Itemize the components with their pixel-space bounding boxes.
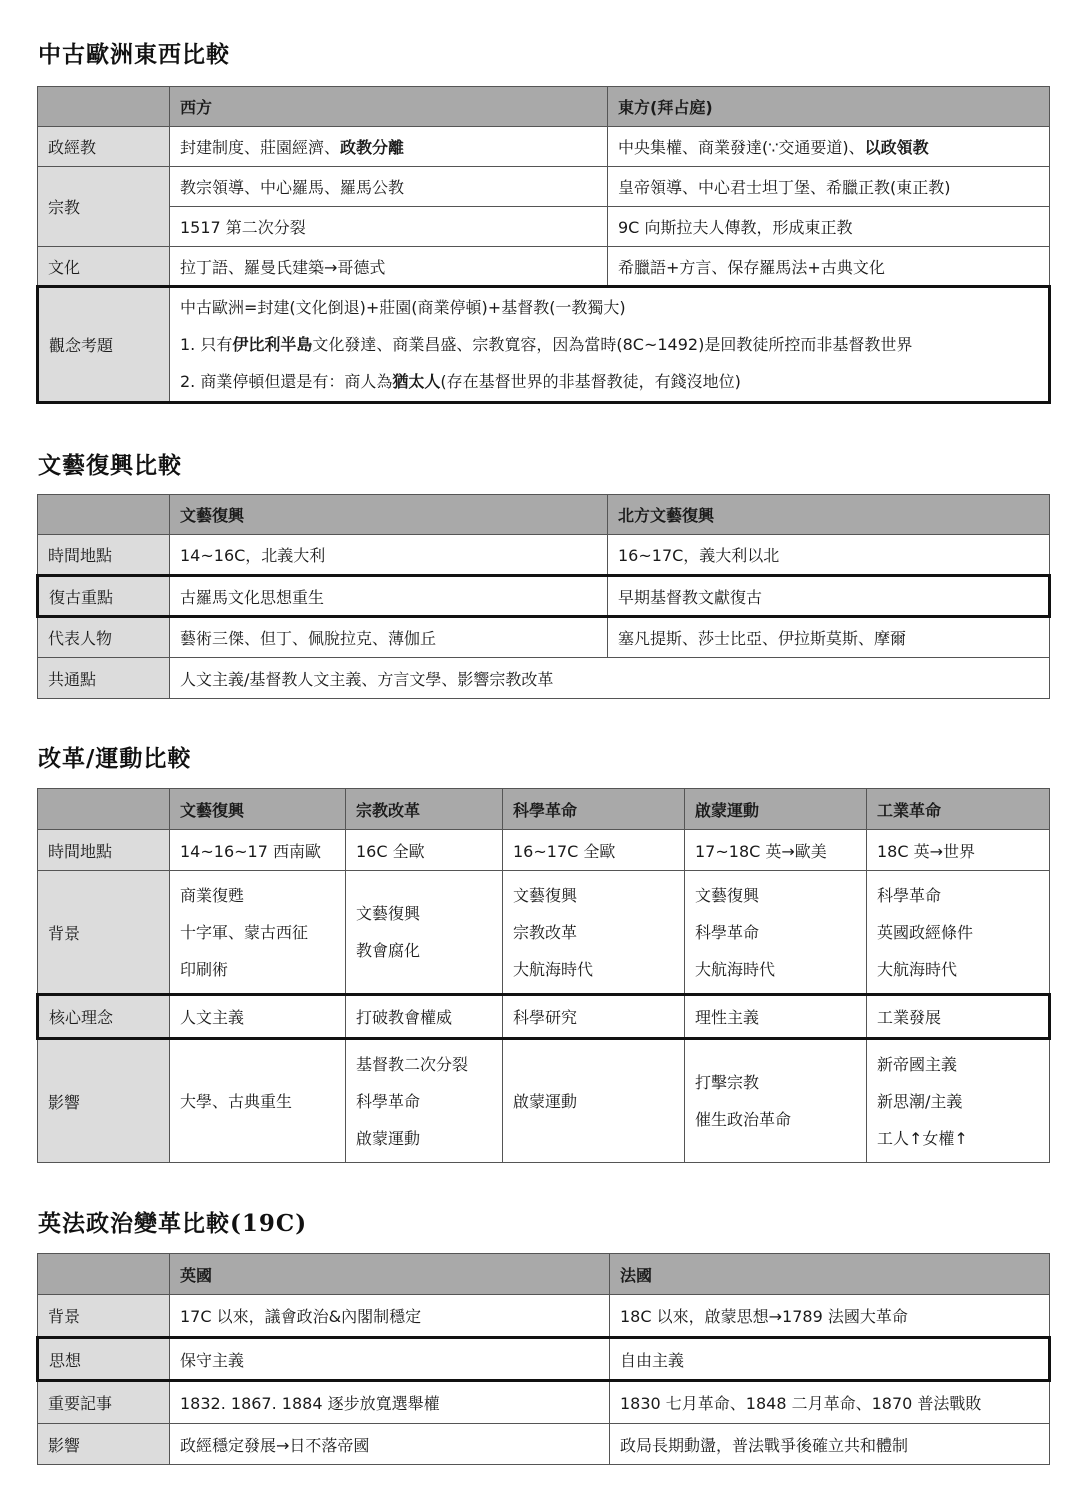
section-title-medieval: 中古歐洲東西比較 — [38, 41, 230, 68]
cell-line: 大學、古典重生 — [180, 1091, 293, 1111]
cell: 藝術三傑、但丁、佩脫拉克、薄伽丘 — [170, 617, 608, 658]
renaissance-comparison-table — [36, 494, 1051, 699]
cell-text: 2. 商業停頓但還是有：商人為 — [180, 372, 393, 391]
cell — [346, 871, 503, 995]
cell-line: 工人↑女權↑ — [877, 1128, 968, 1148]
table-header-row — [38, 495, 1050, 535]
table-row — [38, 1424, 1050, 1465]
header-col: 文藝復興 — [170, 789, 346, 830]
cell-west-religion-2: 1517 第二次分裂 — [170, 207, 608, 247]
section-title-movements: 改革/運動比較 — [38, 745, 192, 772]
row-label-impact: 影響 — [38, 1039, 170, 1163]
cell-line: 教會腐化 — [356, 941, 421, 960]
cell-line: 科學革命 — [877, 885, 942, 905]
cell-concepts — [170, 287, 1050, 403]
cell-line: 啟蒙運動 — [513, 1091, 578, 1111]
cell-text: 1. 只有 — [180, 335, 233, 354]
cell-east-politics — [608, 127, 1050, 167]
cell-bold-text: 伊比利半島 — [232, 335, 313, 354]
cell-west-religion-1: 教宗領導、中心羅馬、羅馬公教 — [170, 167, 608, 207]
table-header-row — [38, 789, 1050, 830]
header-empty — [38, 1254, 170, 1295]
cell: 18C 英→世界 — [867, 830, 1050, 871]
cell-line: 印刷術 — [180, 959, 229, 979]
cell-bold-text: 政教分離 — [340, 138, 405, 157]
header-col: 宗教改革 — [346, 789, 503, 830]
cell-west-politics — [170, 127, 608, 167]
concept-line-2 — [180, 326, 1038, 363]
cell: 打破教會權威 — [346, 995, 503, 1039]
cell: 16C 全歐 — [346, 830, 503, 871]
header-west: 西方 — [170, 87, 608, 127]
cell-line: 基督教二次分裂 — [356, 1054, 469, 1074]
header-empty — [38, 87, 170, 127]
uk-france-comparison-table — [36, 1253, 1051, 1465]
cell — [685, 1039, 867, 1163]
section-title-uk-france: 英法政治變革比較(19C) — [38, 1210, 308, 1237]
row-label-religion: 宗教 — [38, 167, 170, 247]
row-label: 影響 — [38, 1424, 170, 1465]
cell: 18C 以來，啟蒙思想→1789 法國大革命 — [610, 1295, 1050, 1338]
header-northern-renaissance: 北方文藝復興 — [608, 495, 1050, 535]
cell-line: 新帝國主義 — [877, 1054, 958, 1074]
table-header-row — [38, 87, 1050, 127]
cell — [867, 871, 1050, 995]
cell: 工業發展 — [867, 995, 1050, 1039]
cell — [867, 1039, 1050, 1163]
cell-line: 科學革命 — [695, 922, 760, 942]
table-row — [38, 1338, 1050, 1381]
cell: 17C 以來，議會政治&內閣制穩定 — [170, 1295, 610, 1338]
cell — [346, 1039, 503, 1163]
header-renaissance: 文藝復興 — [170, 495, 608, 535]
cell-bold-text: 以政領教 — [864, 138, 929, 157]
table-row — [38, 830, 1050, 871]
cell: 16~17C 全歐 — [503, 830, 685, 871]
header-empty — [38, 495, 170, 535]
row-label-common: 共通點 — [38, 658, 170, 699]
cell-east-religion-1: 皇帝領導、中心君士坦丁堡、希臘正教(東正教) — [608, 167, 1050, 207]
row-label: 復古重點 — [38, 576, 170, 617]
cell: 14~16~17 西南歐 — [170, 830, 346, 871]
cell-line: 英國政經條件 — [877, 922, 974, 942]
cell: 早期基督教文獻復古 — [608, 576, 1050, 617]
cell-east-culture: 希臘語+方言、保存羅馬法+古典文化 — [608, 247, 1050, 287]
cell-common: 人文主義/基督教人文主義、方言文學、影響宗教改革 — [170, 658, 1050, 699]
row-label: 背景 — [38, 1295, 170, 1338]
table-row — [38, 1381, 1050, 1424]
table-row — [38, 576, 1050, 617]
table-row — [38, 1295, 1050, 1338]
table-row — [38, 1039, 1050, 1163]
cell: 自由主義 — [610, 1338, 1050, 1381]
cell: 塞凡提斯、莎士比亞、伊拉斯莫斯、摩爾 — [608, 617, 1050, 658]
cell-line: 大航海時代 — [695, 959, 776, 979]
row-label-time: 時間地點 — [38, 830, 170, 871]
header-col: 科學革命 — [503, 789, 685, 830]
table-header-row — [38, 1254, 1050, 1295]
row-label-background: 背景 — [38, 871, 170, 995]
cell: 16~17C，義大利以北 — [608, 535, 1050, 576]
table-row — [38, 658, 1050, 699]
cell — [503, 1039, 685, 1163]
row-label-core: 核心理念 — [38, 995, 170, 1039]
cell-line: 催生政治革命 — [695, 1110, 792, 1129]
cell-text: 中央集權、商業發達(∵交通要道)、 — [618, 138, 865, 157]
cell — [170, 1039, 346, 1163]
header-uk: 英國 — [170, 1254, 610, 1295]
cell: 政經穩定發展→日不落帝國 — [170, 1424, 610, 1465]
cell: 政局長期動盪，普法戰爭後確立共和體制 — [610, 1424, 1050, 1465]
cell-line: 商業復甦 — [180, 885, 245, 905]
header-col: 啟蒙運動 — [685, 789, 867, 830]
cell-text: 文化發達、商業昌盛、宗教寬容，因為當時(8C~1492)是回教徒所控而非基督教世界 — [312, 335, 913, 354]
section-title-renaissance: 文藝復興比較 — [38, 452, 182, 479]
medieval-comparison-table — [36, 86, 1051, 404]
table-row-concepts — [38, 287, 1050, 403]
table-row-core — [38, 995, 1050, 1039]
cell — [170, 871, 346, 995]
header-east: 東方(拜占庭) — [608, 87, 1050, 127]
table-row — [38, 167, 1050, 207]
cell — [503, 871, 685, 995]
cell: 14~16C，北義大利 — [170, 535, 608, 576]
row-label: 時間地點 — [38, 535, 170, 576]
table-row — [38, 127, 1050, 167]
table-row — [38, 535, 1050, 576]
header-france: 法國 — [610, 1254, 1050, 1295]
cell-line: 打擊宗教 — [695, 1073, 760, 1092]
cell: 1830 七月革命、1848 二月革命、1870 普法戰敗 — [610, 1381, 1050, 1424]
row-label: 代表人物 — [38, 617, 170, 658]
table-row — [38, 617, 1050, 658]
cell: 科學研究 — [503, 995, 685, 1039]
cell — [685, 871, 867, 995]
cell-text: 封建制度、莊園經濟、 — [180, 138, 341, 157]
concept-line-3 — [180, 363, 1038, 400]
cell: 17~18C 英→歐美 — [685, 830, 867, 871]
cell-west-culture: 拉丁語、羅曼氏建築→哥德式 — [170, 247, 608, 287]
row-label-culture: 文化 — [38, 247, 170, 287]
cell-line: 大航海時代 — [877, 959, 958, 979]
table-row — [38, 871, 1050, 995]
row-label: 重要記事 — [38, 1381, 170, 1424]
header-col: 工業革命 — [867, 789, 1050, 830]
movements-comparison-table — [36, 788, 1051, 1163]
row-label-politics: 政經教 — [38, 127, 170, 167]
cell-line: 文藝復興 — [513, 885, 578, 905]
concept-line-1: 中古歐洲=封建(文化倒退)+莊園(商業停頓)+基督教(一教獨大) — [180, 298, 626, 317]
cell-line: 科學革命 — [356, 1091, 421, 1111]
cell-bold-text: 猶太人 — [392, 372, 441, 391]
cell-east-religion-2: 9C 向斯拉夫人傳教，形成東正教 — [608, 207, 1050, 247]
cell-line: 十字軍、蒙古西征 — [180, 922, 309, 942]
cell-line: 新思潮/主義 — [877, 1091, 963, 1111]
cell: 人文主義 — [170, 995, 346, 1039]
table-row — [38, 247, 1050, 287]
header-empty — [38, 789, 170, 830]
row-label-concepts: 觀念考題 — [38, 287, 170, 403]
cell-line: 啟蒙運動 — [356, 1128, 421, 1148]
cell: 理性主義 — [685, 995, 867, 1039]
cell-line: 大航海時代 — [513, 959, 594, 979]
cell-line: 文藝復興 — [695, 885, 760, 905]
table-row — [38, 207, 1050, 247]
cell-line: 文藝復興 — [356, 904, 421, 923]
cell: 1832. 1867. 1884 逐步放寬選舉權 — [170, 1381, 610, 1424]
cell: 古羅馬文化思想重生 — [170, 576, 608, 617]
cell: 保守主義 — [170, 1338, 610, 1381]
cell-text: (存在基督世界的非基督教徒，有錢沒地位) — [440, 372, 741, 391]
row-label: 思想 — [38, 1338, 170, 1381]
cell-line: 宗教改革 — [513, 922, 578, 942]
